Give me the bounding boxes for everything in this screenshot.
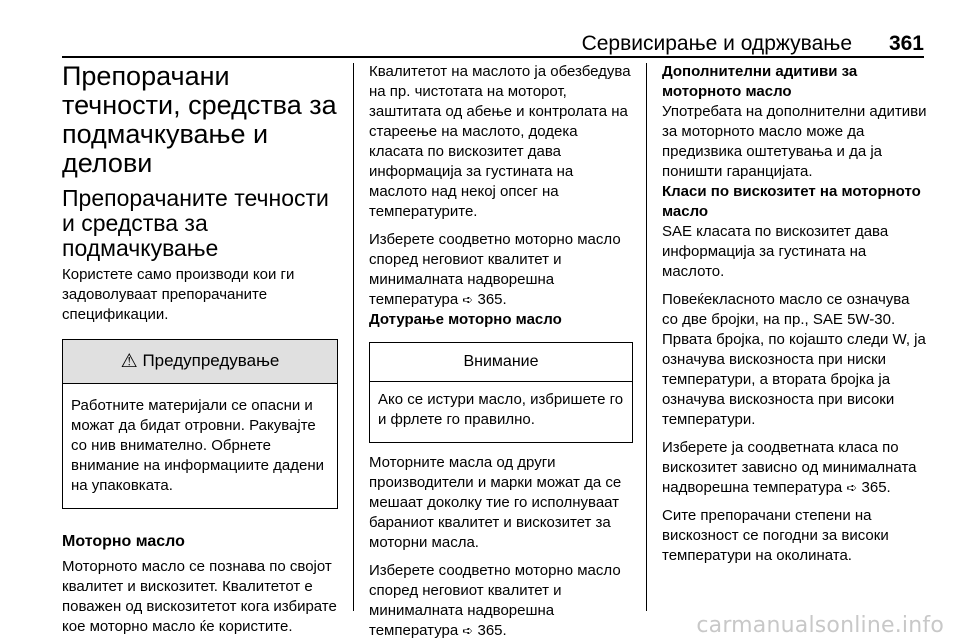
warning-box-text: Работните материјали се опасни и можат да бидат отровни. Ракувајте со нив внимателно. Обрнете внимание на информациите дадени на упаковката. [71,397,325,494]
viscosity-paragraph-1: SAE класата по вискозитет дава информација за густината на маслото. [662,223,889,280]
page-number: 361 [888,32,924,55]
viscosity-paragraph-2: Повеќекласното масло се означува со две бројки, на пр., SAE 5W-30. Првата бројка, по којашто следи W, ја означува вискозноста при ниски температури, а втората бројка ја означува вискозноста при високи температури. [662,291,926,428]
page-reference-icon: ➪ [462,292,474,307]
section-title: Сервисирање и одржување [581,32,852,55]
oil-selection-paragraph-2 [369,561,633,641]
viscosity-selection-text: Изберете ја соодветната класа по вискозитет зависно од минималната надворешна температура [662,439,917,496]
page-reference-icon: ➪ [846,480,858,495]
page-reference-link[interactable]: 365. [857,479,891,496]
additives-heading: Дополнителни адитиви за моторното масло [662,63,858,100]
page-reference-icon: ➪ [462,623,474,638]
column-divider [353,63,354,611]
motor-oil-paragraph: Моторното масло се познава по својот квалитет и вискозитет. Квалитетот е поважен од вискозитетот кога избирате кое моторно масло ќе користите. [62,558,337,635]
viscosity-paragraph-3 [662,438,928,498]
page-header [62,30,924,58]
column-divider [646,63,647,611]
intro-paragraph: Користете само производи кои ги задоволуваат препорачаните спецификации. [62,266,295,323]
page-reference-link[interactable]: 365. [473,291,507,308]
motor-oil-heading: Моторно масло [62,533,185,550]
page-reference-link[interactable]: 365. [473,622,507,639]
warning-box [62,339,338,509]
notice-box-title: Внимание [370,343,632,382]
oil-quality-paragraph: Квалитетот на маслото ја обезбедува на пр. чистотата на моторот, заштитата од абење и контролата на стареење на маслото, додека класата по вискозитет дава информација за густината на маслото над некој опсег на температурите. [369,63,631,220]
oil-refill-heading: Дотурање моторно масло [369,311,562,328]
additives-paragraph: Употребата на дополнителни адитиви за моторното масло може да предизвика оштетувања и да ја поништи гаранцијата. [662,103,927,180]
oil-selection-text-2: Изберете соодветно моторно масло според неговиот квалитет и минималната надворешна температура [369,562,621,639]
column-3 [662,62,928,566]
watermark-text: carmanualsonline.info [696,613,944,638]
oil-mixing-paragraph: Моторните масла од други производители и марки можат да се мешаат доколку тие го исполнуваат бараниот квалитет и вискозитет за моторни масла. [369,454,622,551]
warning-box-title [63,340,337,384]
viscosity-paragraph-4: Сите препорачани степени на вискозност се погодни за високи температури на околината. [662,507,889,564]
viscosity-heading: Класи по вискозитет на моторното масло [662,183,921,220]
oil-selection-paragraph [369,230,633,310]
chapter-heading: Препорачани течности, средства за подмачкување и делови [62,61,337,178]
oil-selection-text: Изберете соодветно моторно масло според неговиот квалитет и минималната надворешна температура [369,231,621,308]
notice-box-text: Ако се истури масло, избришете го и фрлете го правилно. [378,391,624,428]
warning-title-text: Предупредување [142,351,280,370]
column-1 [62,62,338,637]
header-rule [62,56,924,58]
column-2 [369,62,633,641]
section-heading: Препорачаните течности и средства за подмачкување [62,185,329,261]
notice-box [369,342,633,443]
warning-triangle-icon: ⚠ [120,351,138,372]
